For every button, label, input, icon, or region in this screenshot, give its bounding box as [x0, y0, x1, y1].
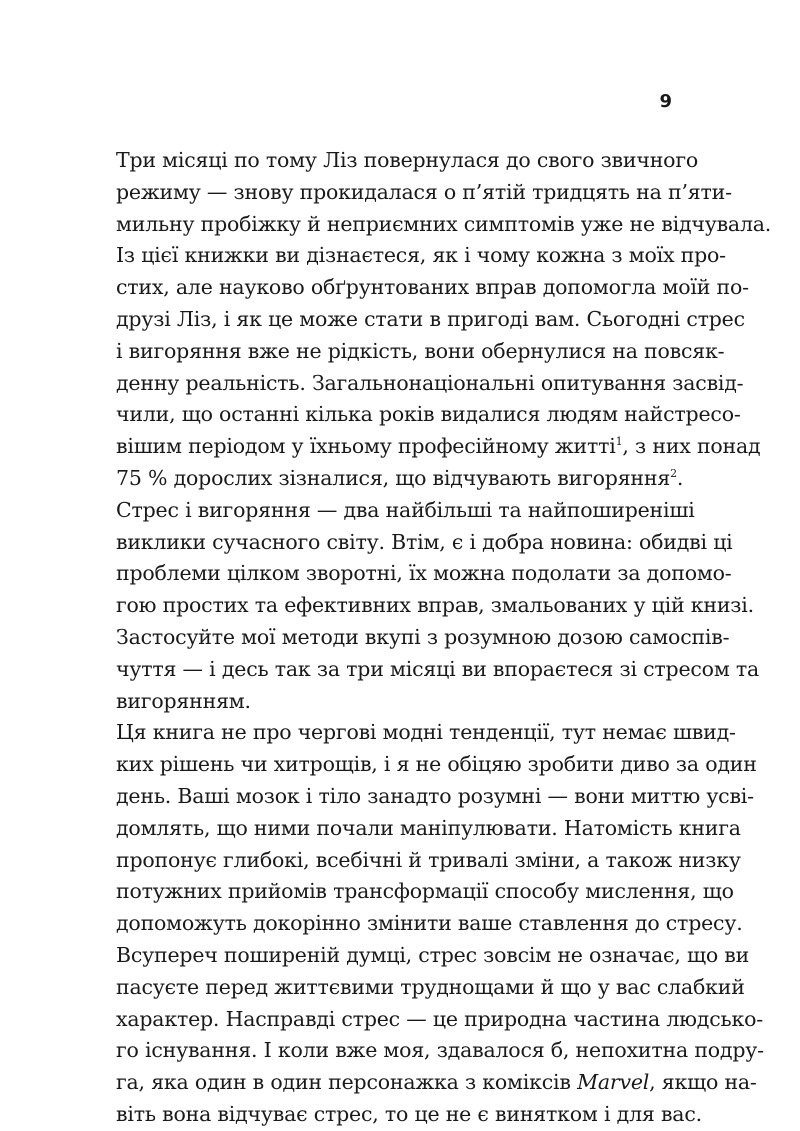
text-line: режиму — знову прокидалася о п’ятій тридцять на п’яти-: [116, 179, 732, 204]
paragraph: [116, 717, 757, 940]
italic-brand-name: Marvel: [577, 1070, 650, 1095]
text-line: Застосуйте мої методи вкупі з розумною дозою самоспів-: [116, 624, 730, 649]
text-line: ких рішень чи хитрощів, і я не обіцяю зробити диво за один: [116, 752, 757, 777]
text-line: допоможуть докорінно змінити ваше ставлення до стресу.: [116, 911, 743, 936]
text-line: гою простих та ефективних вправ, змальованих у цій книзі.: [116, 593, 754, 618]
text-line: вигорянням.: [116, 688, 251, 713]
text-line: Три місяці по тому Ліз повернулася до свого звичного: [116, 148, 699, 172]
text-line: пропонує глибокі, всебічні й тривалі зміни, а також низку: [116, 847, 741, 872]
text-line: денну реальність. Загальнонаціональні опитування засвід-: [116, 370, 744, 395]
text-line: характер. Насправді стрес — це природна частина людсько-: [116, 1006, 763, 1031]
line-text: га, яка один в один персонажка з коміксів: [116, 1070, 571, 1095]
paragraph: [116, 145, 772, 240]
text-line: проблеми цілком зворотні, їх можна подолати за допомо-: [116, 561, 732, 586]
paragraph: [116, 495, 760, 718]
line-text-suffix: .: [676, 465, 684, 490]
text-line: Із цієї книжки ви дізнаєтеся, як і чому кожна з моїх про-: [116, 243, 726, 268]
text-line: го існування. І коли вже моя, здавалося б, непохитна подру-: [116, 1038, 764, 1063]
text-line: стих, але науково обґрунтованих вправ допомогла моїй по-: [116, 275, 749, 300]
paragraph: [116, 940, 764, 1131]
text-line: чуття — і десь так за три місяці ви впораєтеся зі стресом та: [116, 656, 760, 681]
text-line: Стрес і вигоряння — два найбільші та найпоширеніші: [116, 497, 695, 522]
text-line-with-italic: [116, 1067, 757, 1099]
line-text-suffix: , якщо на-: [649, 1070, 757, 1095]
text-line: пасуєте перед життєвими труднощами й що у вас слабкий: [116, 974, 745, 999]
text-line: друзі Ліз, і як це може стати в пригоді вам. Сьогодні стрес: [116, 306, 745, 331]
paragraph: [116, 240, 761, 494]
text-line: виклики сучасного світу. Втім, є і добра новина: обидві ці: [116, 529, 733, 554]
footnote-marker: 1: [615, 435, 623, 449]
text-line: день. Ваші мозок і тіло занадто розумні — вони миттю усві-: [116, 783, 754, 808]
text-line-with-footnote: [116, 463, 684, 495]
text-line: Всупереч поширеній думці, стрес зовсім не означає, що ви: [116, 942, 750, 967]
body-text: [116, 145, 772, 1131]
line-text-suffix: , з них понад: [622, 434, 761, 459]
footnote-marker: 2: [670, 466, 677, 480]
text-line: віть вона відчуває стрес, то це не є винятком і для вас.: [116, 1101, 702, 1126]
text-line: Ця книга не про чергові модні тенденції, тут немає швид-: [116, 720, 736, 745]
text-line: чили, що останні кілька років видалися людям найстресо-: [116, 402, 741, 427]
text-line-with-footnote: [116, 431, 761, 463]
text-line: домлять, що ними почали маніпулювати. Натомість книга: [116, 815, 741, 840]
page-number: 9: [659, 91, 672, 112]
line-text: 75 % дорослих зізналися, що відчувають вигоряння: [116, 465, 671, 490]
text-line: і вигоряння вже не рідкість, вони обернулися на повсяк-: [116, 338, 725, 363]
line-text: вішим періодом у їхньому професійному житті: [116, 434, 616, 459]
text-line: мильну пробіжку й неприємних симптомів уже не відчувала.: [116, 211, 772, 236]
text-line: потужних прийомів трансформації способу мислення, що: [116, 879, 734, 904]
